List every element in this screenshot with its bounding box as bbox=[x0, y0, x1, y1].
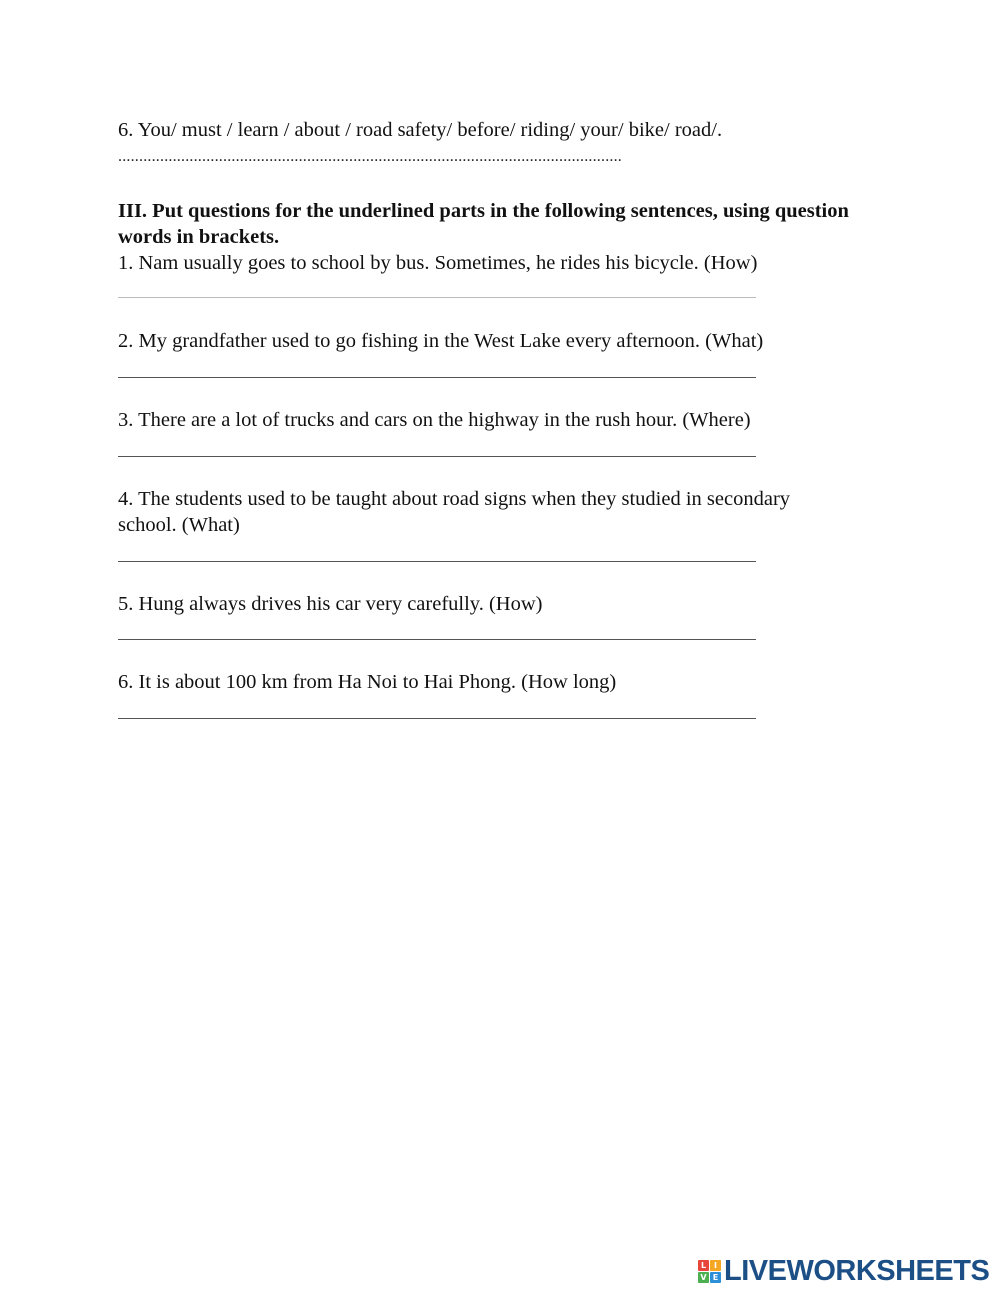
logo-mark-v: V bbox=[698, 1272, 709, 1283]
answer-dotted-line[interactable]: ........................................................................................................................ bbox=[118, 148, 622, 165]
answer-line-6[interactable] bbox=[118, 718, 756, 719]
answer-line-3[interactable] bbox=[118, 456, 756, 457]
question-4-continued: school. (What) bbox=[118, 514, 240, 536]
logo-mark-icon bbox=[698, 1260, 721, 1283]
question-6: 6. It is about 100 km from Ha Noi to Hai Phong. (How long) bbox=[118, 671, 617, 693]
logo-mark-e: E bbox=[710, 1272, 721, 1283]
answer-line-5[interactable] bbox=[118, 639, 756, 640]
question-5: 5. Hung always drives his car very carefully. (How) bbox=[118, 593, 543, 615]
logo-text: LIVEWORKSHEETS bbox=[724, 1254, 990, 1287]
answer-line-4[interactable] bbox=[118, 561, 756, 562]
question-3: 3. There are a lot of trucks and cars on the highway in the rush hour. (Where) bbox=[118, 409, 751, 431]
liveworksheets-logo bbox=[698, 1254, 989, 1288]
question-2: 2. My grandfather used to go fishing in the West Lake every afternoon. (What) bbox=[118, 330, 764, 352]
answer-line-2[interactable] bbox=[118, 377, 756, 378]
logo-mark-l: L bbox=[698, 1260, 709, 1271]
answer-line-1[interactable] bbox=[118, 297, 756, 298]
question-4: 4. The students used to be taught about road signs when they studied in secondary bbox=[118, 488, 791, 510]
section-heading: III. Put questions for the underlined parts in the following sentences, using question words in brackets. bbox=[118, 200, 849, 248]
question-1: 1. Nam usually goes to school by bus. Sometimes, he rides his bicycle. (How) bbox=[118, 252, 758, 274]
logo-mark-i: I bbox=[710, 1260, 721, 1271]
exercise-item-6: 6. You/ must / learn / about / road safety/ before/ riding/ your/ bike/ road/. bbox=[118, 119, 723, 141]
